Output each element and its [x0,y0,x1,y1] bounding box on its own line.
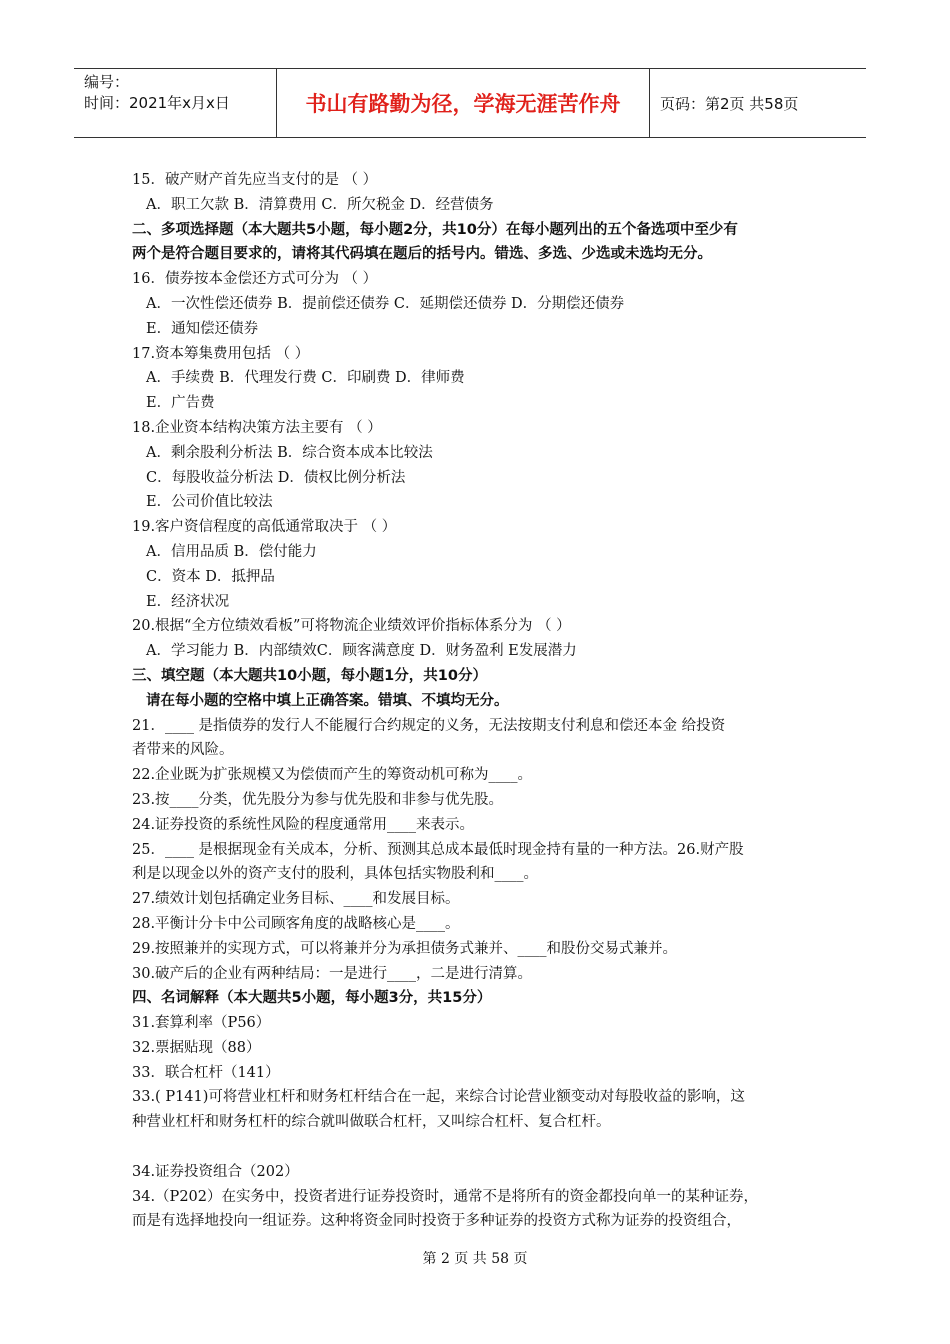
options-15: A．职工欠款 B．清算费用 C．所欠税金 D．经营债务 [146,196,494,213]
options-16-e: E．通知偿还债券 [146,320,259,337]
date-line: 时间：2021年x月x日 [84,94,230,112]
question-20: 20.根据“全方位绩效看板”可将物流企业绩效评价指标体系分为 （ ） [132,618,571,635]
serial-label: 编号： [84,73,130,91]
question-22: 22.企业既为扩张规模又为偿债而产生的筹资动机可称为____。 [132,767,533,784]
question-18: 18.企业资本结构决策方法主要有 （ ） [132,419,382,436]
question-24: 24.证券投资的系统性风险的程度通常用____来表示。 [132,816,475,833]
options-17-a-d: A．手续费 B．代理发行费 C．印刷费 D．律师费 [146,370,465,387]
document-body [132,168,812,1234]
answer-34-cont: 而是有选择地投向一组证券。这种将资金同时投资于多种证券的投资方式称为证券的投资组合， [132,1213,741,1230]
section-3-heading: 三、填空题（本大题共10小题，每小题1分，共10分） [132,667,487,684]
answer-33: 33.( P141)可将营业杠杆和财务杠杆结合在一起，来综合讨论营业额变动对每股收益的影响，这 [132,1089,745,1106]
options-18-e: E．公司价值比较法 [146,494,273,511]
options-16-a-d: A．一次性偿还债券 B．提前偿还债券 C．延期偿还债券 D．分期偿还债券 [146,295,625,312]
question-16: 16．债券按本金偿还方式可分为 （ ） [132,271,378,288]
question-28: 28.平衡计分卡中公司顾客角度的战略核心是____。 [132,915,460,932]
section-3-instructions: 请在每小题的空格中填上正确答案。错填、不填均无分。 [146,692,509,709]
term-34: 34.证券投资组合（202） [132,1163,299,1180]
section-4-heading: 四、名词解释（本大题共5小题，每小题3分，共15分） [132,990,492,1007]
question-27: 27.绩效计划包括确定业务目标、____和发展目标。 [132,891,460,908]
question-17: 17.资本筹集费用包括 （ ） [132,345,310,362]
question-29: 29.按照兼并的实现方式，可以将兼并分为承担债务式兼并、____和股份交易式兼并。 [132,940,678,957]
header-motto: 书山有路勤为径，学海无涯苦作舟 [277,69,650,137]
options-18-a-b: A．剩余股利分析法 B．综合资本成本比较法 [146,444,433,461]
header-page-info: 页码：第2页 共58页 [660,94,799,113]
options-19-e: E．经济状况 [146,593,230,610]
section-2-instructions: 两个是符合题目要求的，请将其代码填在题后的括号内。错选、多选、少选或未选均无分。 [132,246,712,263]
term-33: 33．联合杠杆（141） [132,1064,280,1081]
question-30: 30.破产后的企业有两种结局：一是进行____，二是进行清算。 [132,965,533,982]
section-2-heading: 二、多项选择题（本大题共5小题，每小题2分，共10分）在每小题列出的五个备选项中至少有 [132,221,738,238]
answer-34: 34.（P202）在实务中，投资者进行证券投资时，通常不是将所有的资金都投向单一的某种证券， [132,1188,758,1205]
question-21: 21．____ 是指债券的发行人不能履行合约规定的义务，无法按期支付利息和偿还本金 给投资 [132,717,726,734]
term-32: 32.票据贴现（88） [132,1039,261,1056]
options-19-c-d: C．资本 D．抵押品 [146,568,275,585]
options-18-c-d: C．每股收益分析法 D．债权比例分析法 [146,469,406,486]
options-20: A．学习能力 B．内部绩效C．顾客满意度 D．财务盈利 E发展潜力 [146,643,577,660]
question-19: 19.客户资信程度的高低通常取决于 （ ） [132,519,397,536]
page-footer: 第 2 页 共 58 页 [422,1251,528,1267]
blank-line [132,1135,812,1160]
question-15: 15．破产财产首先应当支付的是 （ ） [132,172,378,188]
options-17-e: E．广告费 [146,395,215,412]
question-26-cont: 利是以现金以外的资产支付的股利，具体包括实物股利和____。 [132,866,538,883]
question-21-cont: 者带来的风险。 [132,742,234,759]
options-19-a-b: A．信用品质 B．偿付能力 [146,543,317,560]
header-left-cell [74,69,277,137]
question-25: 25．____ 是根据现金有关成本，分析、预测其总成本最低时现金持有量的一种方法。26.财产股 [132,841,744,858]
question-23: 23.按____分类，优先股分为参与优先股和非参与优先股。 [132,791,504,808]
term-31: 31.套算利率（P56） [132,1015,271,1032]
answer-33-cont: 种营业杠杆和财务杠杆的综合就叫做联合杠杆，又叫综合杠杆、复合杠杆。 [132,1114,611,1131]
document-header [74,68,866,138]
